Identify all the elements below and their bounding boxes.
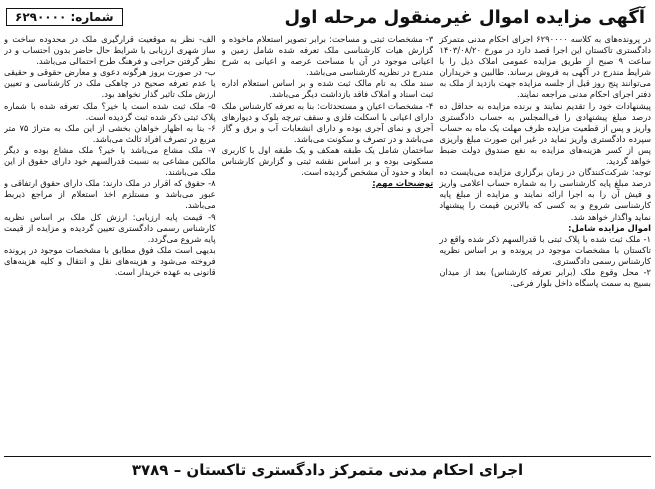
paragraph: ۵- ملک ثبت شده است یا خیر؟ ملک تعرفه شده با شماره پلاک ثبتی ذکر شده ثبت گردیده است. xyxy=(4,100,216,122)
section-heading: اموال مزایده شامل: xyxy=(568,222,651,233)
notice-body xyxy=(4,34,651,454)
paragraph: ۷- ملک مشاع می‌باشد یا خیر؟ ملک مشاع بوده و دیگر مالکین مشاعی به نسبت قدرالسهم خود دارای حقوق از این ملک می‌باشند. xyxy=(4,144,216,178)
section-heading: توضیحات مهم: xyxy=(372,178,434,189)
paragraph: ۳- مشخصات ثبتی و مساحت: برابر تصویر استعلام ماخوذه و گزارش هیات کارشناسی ملک تعرفه شده شامل زمین و اعیانی موجود در آن با مساحت عرصه و اعیانی به شرح مندرج در نظریه کارشناسی می‌باشد. xyxy=(221,34,434,78)
paragraph: ب- در صورت بروز هرگونه دعوی و معارض حقوقی و حقیقی یا عدم تعرفه صحیح در چاهکی ملک در کارشناسی و تعیین ارزش ملک تاثیر گذار نخواهد بود. xyxy=(4,67,216,100)
paragraph: سند ملک به نام مالک ثبت شده و بر اساس استعلام اداره ثبت اسناد و املاک فاقد بازداشت دیگر می‌باشد. xyxy=(221,78,434,100)
paragraph: ۴- مشخصات اعیان و مستحدثات: بنا به تعرفه کارشناس ملک دارای اعیانی با اسکلت فلزی و سقف تیرچه بلوک و دیوارهای آجری و نمای آجری بوده و دارای انشعابات آب و برق و گاز می‌باشد و در تصرف و سکونت می‌باشد. xyxy=(221,100,434,144)
column-left xyxy=(4,34,216,454)
paragraph: ۱- ملک ثبت شده با پلاک ثبتی با قدرالسهم ذکر شده واقع در تاکستان با مشخصات موجود در پرونده و بر اساس نظریه کارشناس رسمی دادگستری. xyxy=(439,233,651,266)
notice-footer: اجرای احکام مدنی متمرکز دادگستری تاکستان – ۳۷۸۹ xyxy=(4,456,651,483)
column-right xyxy=(439,34,651,454)
paragraph: الف- نظر به موقعیت قرارگیری ملک در محدوده ساخت و ساز شهری ارزیابی با شرایط حال حاضر بدون احتساب و در نظر گرفتن حراجی و فرهنگ طرح احتمالی می‌باشد. xyxy=(4,34,216,67)
paragraph: ۸- حقوق که اقرار در ملک دارند: ملک دارای حقوق ارتفاقی و عبور می‌باشد و مستلزم اخذ استعلام از مراجع ذیربط می‌باشد. xyxy=(4,178,216,211)
paragraph: توجه: شرکت‌کنندگان در زمان برگزاری مزایده می‌بایست ده درصد مبلغ پایه کارشناسی را به شماره حساب اعلامی واریز و فیش آن را به اجرا ارائه نمایند و مزایده از مبلغ پایه کارشناسی شروع و به کسی که بالاترین قیمت را پیشنهاد نماید واگذار خواهد شد. xyxy=(439,167,651,222)
paragraph: ۲- محل وقوع ملک (برابر تعرفه کارشناس) بعد از میدان بسیج به سمت پاسگاه داخل بلوار فرعی. xyxy=(439,266,651,289)
notice-title: آگهی مزایده اموال غیرمنقول مرحله اول xyxy=(284,6,645,28)
notice-number-label: شماره: xyxy=(70,10,114,24)
paragraph: ساختمان شامل یک طبقه همکف و یک طبقه اول با کاربری مسکونی بوده و بر اساس نقشه ثبتی و گزارش کارشناس ابعاد و حدود آن مشخص گردیده است. xyxy=(221,144,434,178)
notice-number-value: ۶۲۹۰۰۰۰ xyxy=(15,10,67,24)
column-middle xyxy=(222,34,434,454)
paragraph: در پرونده‌های به کلاسه ۶۲۹۰۰۰۰ اجرای احکام مدنی متمرکز دادگستری تاکستان این اجرا قصد دارد در مورخ ۱۴۰۳/۰۸/۲۰ ساعت ۹ صبح از طریق مزایده عمومی املاک ذیل را با شرایط مندرج در آگهی به فروش برساند. طالبین و خریداران می‌توانند پنج روز قبل از جلسه مزایده جهت بازدید از ملک به دفتر اجرای احکام مدنی مراجعه نمایند. xyxy=(439,34,651,100)
paragraph: ۶- بنا به اظهار خواهان بخشی از این ملک به متراژ ۷۵ متر مربع در تصرف افراد ثالث می‌باشد. xyxy=(4,122,216,144)
notice-header xyxy=(4,4,651,30)
paragraph: بدیهی است ملک فوق مطابق با مشخصات موجود در پرونده فروخته می‌شود و هزینه‌های نقل و انتقال و کلیه هزینه‌های قانونی به عهده خریدار است. xyxy=(4,244,216,277)
notice-number-box xyxy=(6,8,123,26)
paragraph: پیشنهادات خود را تقدیم نمایند و برنده مزایده به حداقل ده درصد مبلغ پیشنهادی را فی‌المجلس به حساب دادگستری واریز و پس از قطعیت مزایده ظرف مهلت یک ماه به حساب سپرده دادگستری واریز نماید در غیر این صورت مبلغ واریزی پس از کسر هزینه‌های مزایده به نفع صندوق دولت ضبط خواهد گردید. xyxy=(439,100,651,167)
paragraph: ۹- قیمت پایه ارزیابی: ارزش کل ملک بر اساس نظریه کارشناس رسمی دادگستری تعیین گردیده و مزایده از قیمت پایه شروع می‌گردد. xyxy=(4,211,216,244)
